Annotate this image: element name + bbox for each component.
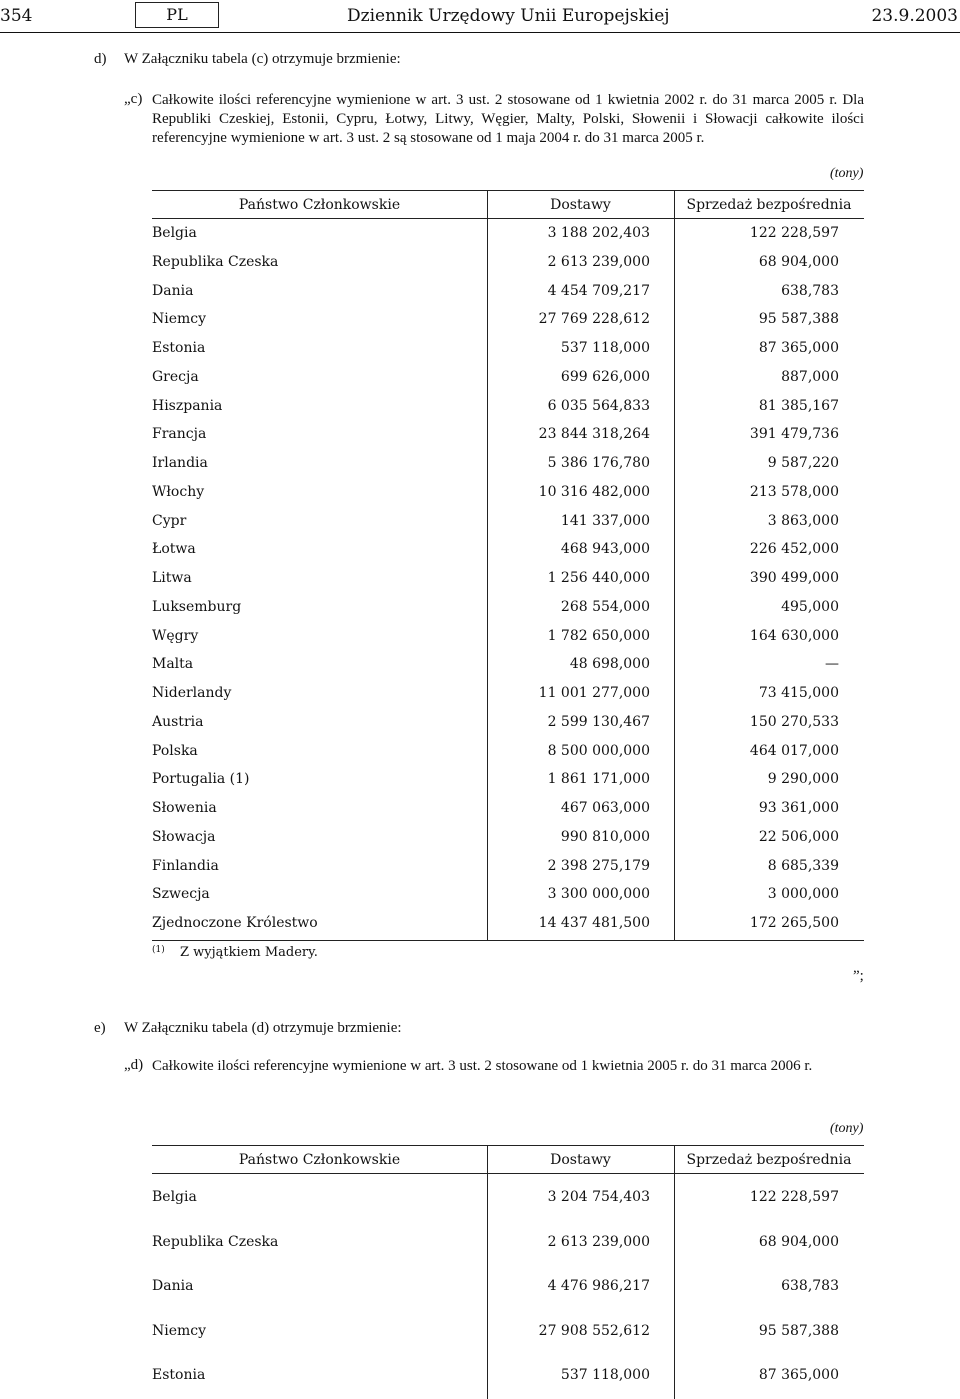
table-row xyxy=(152,369,864,398)
table-row xyxy=(152,599,864,628)
table-d-unit: (tony) xyxy=(830,1121,864,1136)
deliveries-cell: 2 613 239,000 xyxy=(547,253,650,270)
direct-sales-cell: 9 587,220 xyxy=(767,455,839,471)
direct-sales-cell: 495,000 xyxy=(781,598,839,615)
footnote-marker: (1) xyxy=(152,945,165,955)
deliveries-cell: 3 204 754,403 xyxy=(547,1189,650,1205)
table-c-top-rule xyxy=(152,190,864,191)
table-row xyxy=(152,858,864,887)
country-cell: Słowenia xyxy=(152,800,217,816)
country-cell: Łotwa xyxy=(152,541,196,558)
direct-sales-cell: 638,783 xyxy=(781,1278,839,1294)
country-cell: Niemcy xyxy=(152,311,207,328)
deliveries-cell: 2 613 239,000 xyxy=(547,1233,650,1250)
direct-sales-cell: 95 587,388 xyxy=(758,311,839,328)
direct-sales-cell: 95 587,388 xyxy=(758,1322,839,1339)
table-row xyxy=(152,225,864,254)
table-c-label: „c) xyxy=(124,91,143,107)
deliveries-cell: 3 188 202,403 xyxy=(547,225,650,241)
direct-sales-cell: 22 506,000 xyxy=(758,828,839,845)
country-cell: Grecja xyxy=(152,368,199,385)
table-row xyxy=(152,254,864,283)
table-row xyxy=(152,656,864,685)
language-badge: PL xyxy=(135,2,219,28)
direct-sales-cell: — xyxy=(825,656,839,673)
deliveries-cell: 4 454 709,217 xyxy=(547,282,650,299)
table-d-header-rule xyxy=(152,1173,864,1174)
direct-sales-cell: 68 904,000 xyxy=(758,1233,839,1250)
direct-sales-cell: 164 630,000 xyxy=(749,627,839,644)
country-cell: Francja xyxy=(152,426,207,443)
country-cell: Dania xyxy=(152,282,194,299)
deliveries-cell: 27 769 228,612 xyxy=(538,311,650,328)
direct-sales-cell: 81 385,167 xyxy=(758,397,839,414)
page-number: 354 xyxy=(0,6,33,26)
direct-sales-cell: 87 365,000 xyxy=(758,340,839,356)
deliveries-cell: 5 386 176,780 xyxy=(547,455,650,471)
deliveries-cell: 4 476 986,217 xyxy=(547,1278,650,1294)
direct-sales-cell: 122 228,597 xyxy=(749,1189,839,1205)
header-divider xyxy=(0,32,960,33)
deliveries-cell: 48 698,000 xyxy=(569,656,650,673)
table-row xyxy=(152,628,864,657)
deliveries-cell: 10 316 482,000 xyxy=(538,483,650,500)
deliveries-cell: 6 035 564,833 xyxy=(547,397,650,414)
table-row xyxy=(152,340,864,369)
deliveries-cell: 27 908 552,612 xyxy=(538,1322,650,1339)
table-c-col-divider xyxy=(487,218,488,940)
country-cell: Belgia xyxy=(152,225,197,241)
country-cell: Hiszpania xyxy=(152,397,223,414)
direct-sales-cell: 150 270,533 xyxy=(749,713,839,730)
table-d-col-divider xyxy=(487,1145,488,1399)
column-header-country: Państwo Członkowskie xyxy=(238,197,401,213)
deliveries-cell: 537 118,000 xyxy=(560,1367,650,1383)
table-row xyxy=(152,398,864,427)
direct-sales-cell: 638,783 xyxy=(781,282,839,299)
country-cell: Republika Czeska xyxy=(152,1233,279,1250)
table-row xyxy=(152,1323,864,1352)
country-cell: Włochy xyxy=(152,483,205,500)
direct-sales-cell: 172 265,500 xyxy=(749,915,839,931)
deliveries-cell: 990 810,000 xyxy=(560,828,650,845)
country-cell: Zjednoczone Królestwo xyxy=(152,915,318,931)
section-e-intro: W Załączniku tabela (d) otrzymuje brzmienie: xyxy=(124,1020,402,1036)
deliveries-cell: 1 861 171,000 xyxy=(547,771,650,788)
deliveries-cell: 1 256 440,000 xyxy=(547,570,650,586)
section-e-label: e) xyxy=(94,1020,106,1036)
table-row xyxy=(152,685,864,714)
deliveries-cell: 11 001 277,000 xyxy=(538,685,650,701)
direct-sales-cell: 68 904,000 xyxy=(758,253,839,270)
country-cell: Szwecja xyxy=(152,886,210,903)
table-row xyxy=(152,886,864,915)
deliveries-cell: 3 300 000,000 xyxy=(547,886,650,903)
country-cell: Estonia xyxy=(152,340,206,356)
table-c-header-rule xyxy=(152,218,864,219)
direct-sales-cell: 93 361,000 xyxy=(758,800,839,816)
closing-quote: ”; xyxy=(853,968,864,984)
table-row xyxy=(152,426,864,455)
table-row xyxy=(152,513,864,542)
table-c-unit: (tony) xyxy=(830,166,864,181)
table-row xyxy=(152,743,864,772)
direct-sales-cell: 464 017,000 xyxy=(749,742,839,759)
country-cell: Austria xyxy=(152,713,204,730)
column-header-direct-sales: Sprzedaż bezpośrednia xyxy=(686,1152,852,1168)
column-header-country: Państwo Członkowskie xyxy=(238,1152,401,1168)
section-d-label: d) xyxy=(94,51,107,67)
country-cell: Cypr xyxy=(152,512,187,529)
country-cell: Finlandia xyxy=(152,857,219,874)
table-row xyxy=(152,1189,864,1218)
deliveries-cell: 268 554,000 xyxy=(560,598,650,615)
page-header xyxy=(0,0,960,32)
country-cell: Niderlandy xyxy=(152,685,232,701)
country-cell: Dania xyxy=(152,1278,194,1294)
table-row xyxy=(152,455,864,484)
table-c-bottom-rule xyxy=(152,940,864,941)
column-header-direct-sales: Sprzedaż bezpośrednia xyxy=(686,197,852,213)
country-cell: Polska xyxy=(152,742,198,759)
deliveries-cell: 699 626,000 xyxy=(560,368,650,385)
table-row xyxy=(152,1234,864,1263)
column-header-deliveries: Dostawy xyxy=(550,197,611,213)
table-d-top-rule xyxy=(152,1145,864,1146)
country-cell: Niemcy xyxy=(152,1322,207,1339)
country-cell: Irlandia xyxy=(152,455,208,471)
column-header-deliveries: Dostawy xyxy=(550,1152,611,1168)
section-d-intro: W Załączniku tabela (c) otrzymuje brzmienie: xyxy=(124,51,401,67)
deliveries-cell: 141 337,000 xyxy=(560,512,650,529)
direct-sales-cell: 87 365,000 xyxy=(758,1367,839,1383)
table-c-description: Całkowite ilości referencyjne wymienione w art. 3 ust. 2 stosowane od 1 kwietnia 2002 r. do 31 marca 2005 r. Dla Republiki Czeskiej, Estonii, Cypru, Łotwy, Litwy, Węgier, Malty, Polski, Słowenii i Słowacji całkowite ilości referencyjne wymienione w art. 3 ust. 2 są stosowane od 1 maja 2004 r. do 31 marca 2005 r. xyxy=(152,92,864,146)
table-row xyxy=(152,1367,864,1396)
direct-sales-cell: 213 578,000 xyxy=(749,483,839,500)
country-cell: Węgry xyxy=(152,627,199,644)
country-cell: Estonia xyxy=(152,1367,206,1383)
country-cell: Luksemburg xyxy=(152,598,242,615)
table-row xyxy=(152,484,864,513)
country-cell: Portugalia (1) xyxy=(152,771,250,788)
country-cell: Słowacja xyxy=(152,828,216,845)
table-row xyxy=(152,771,864,800)
table-d-description: Całkowite ilości referencyjne wymienione w art. 3 ust. 2 stosowane od 1 kwietnia 2005 r. do 31 marca 2006 r. xyxy=(152,1058,813,1074)
deliveries-cell: 468 943,000 xyxy=(560,541,650,558)
direct-sales-cell: 9 290,000 xyxy=(767,771,839,788)
table-row xyxy=(152,570,864,599)
table-row xyxy=(152,829,864,858)
country-cell: Malta xyxy=(152,656,194,673)
table-row xyxy=(152,283,864,312)
deliveries-cell: 467 063,000 xyxy=(560,800,650,816)
table-row xyxy=(152,1278,864,1307)
direct-sales-cell: 122 228,597 xyxy=(749,225,839,241)
deliveries-cell: 537 118,000 xyxy=(560,340,650,356)
table-row xyxy=(152,541,864,570)
country-cell: Belgia xyxy=(152,1189,197,1205)
country-cell: Litwa xyxy=(152,570,192,586)
table-d-label: „d) xyxy=(124,1057,144,1073)
journal-title: Dziennik Urzędowy Unii Europejskiej xyxy=(347,6,670,26)
deliveries-cell: 14 437 481,500 xyxy=(538,915,650,931)
deliveries-cell: 23 844 318,264 xyxy=(538,426,650,443)
table-d-col-divider xyxy=(674,1145,675,1399)
deliveries-cell: 1 782 650,000 xyxy=(547,627,650,644)
country-cell: Republika Czeska xyxy=(152,253,279,270)
deliveries-cell: 2 398 275,179 xyxy=(547,857,650,874)
direct-sales-cell: 8 685,339 xyxy=(767,857,839,874)
deliveries-cell: 2 599 130,467 xyxy=(547,713,650,730)
deliveries-cell: 8 500 000,000 xyxy=(547,742,650,759)
direct-sales-cell: 390 499,000 xyxy=(749,570,839,586)
footnote-text: Z wyjątkiem Madery. xyxy=(180,945,318,960)
direct-sales-cell: 73 415,000 xyxy=(758,685,839,701)
table-row xyxy=(152,311,864,340)
direct-sales-cell: 391 479,736 xyxy=(749,426,839,443)
direct-sales-cell: 887,000 xyxy=(781,368,839,385)
table-row xyxy=(152,800,864,829)
issue-date: 23.9.2003 xyxy=(871,6,958,26)
table-c-col-divider xyxy=(674,218,675,940)
table-row xyxy=(152,714,864,743)
direct-sales-cell: 226 452,000 xyxy=(749,541,839,558)
direct-sales-cell: 3 863,000 xyxy=(767,512,839,529)
direct-sales-cell: 3 000,000 xyxy=(767,886,839,903)
